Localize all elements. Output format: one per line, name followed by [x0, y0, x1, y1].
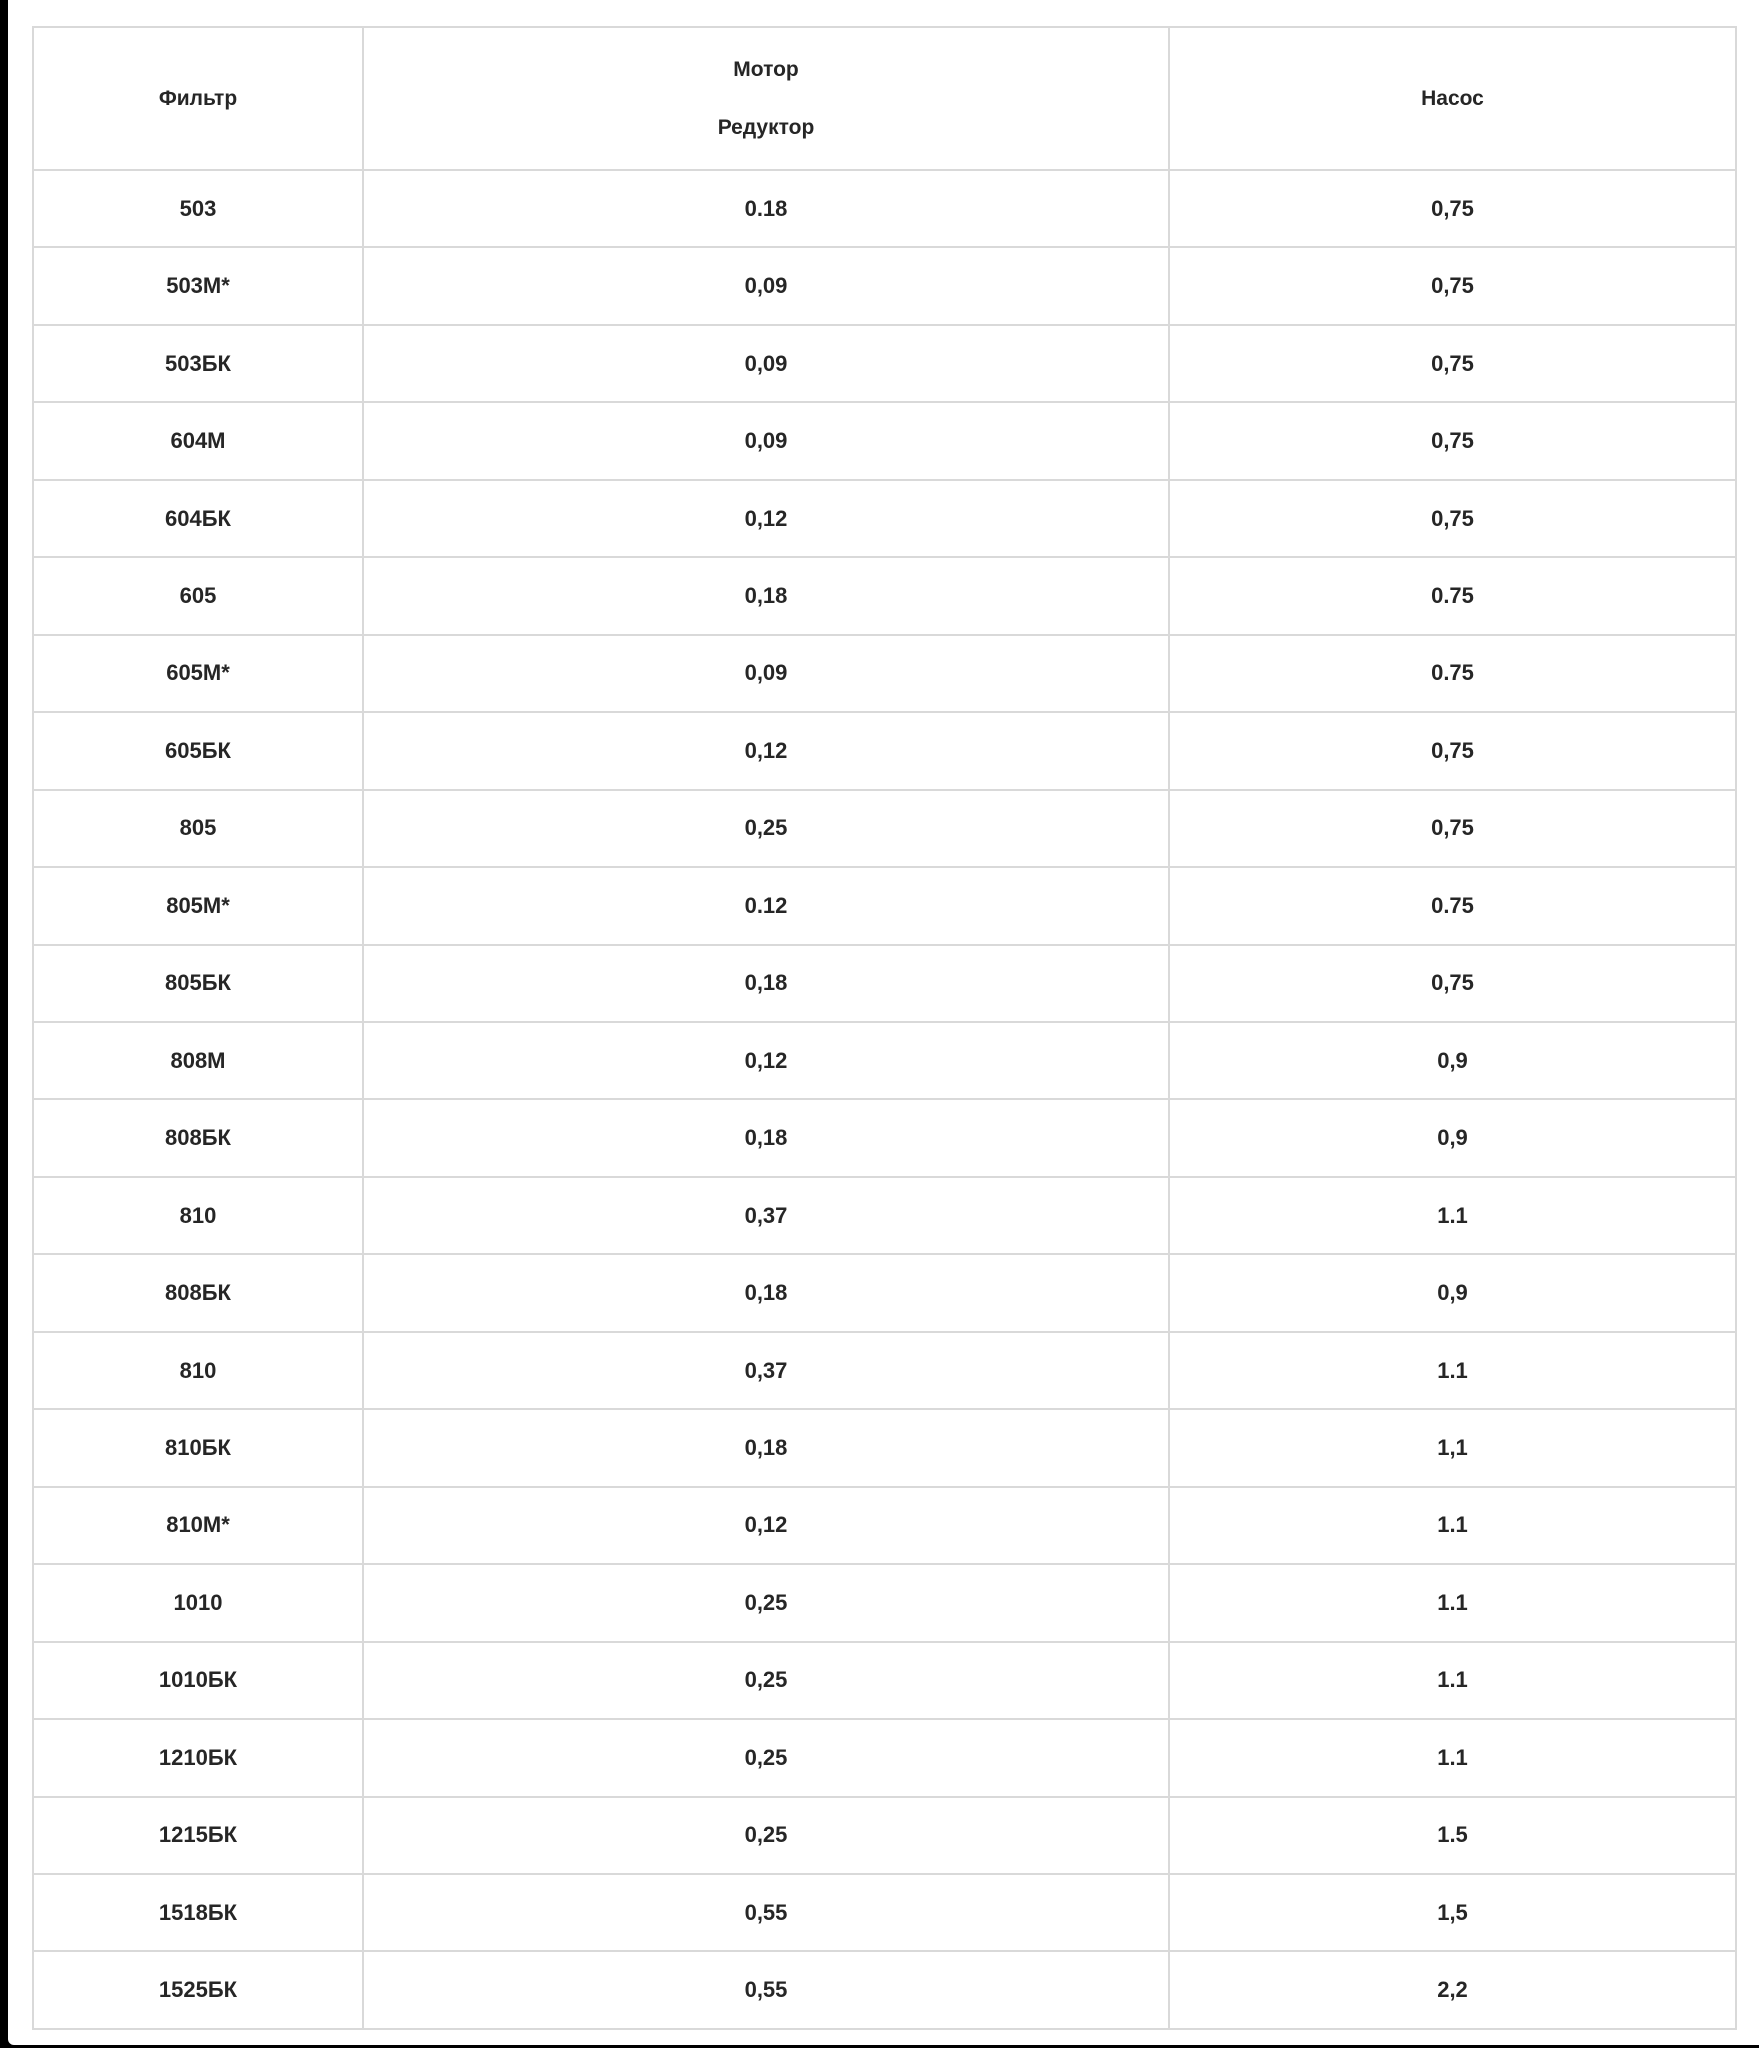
header-pump: Насос	[1169, 27, 1736, 170]
table-row	[33, 1487, 1736, 1564]
cell-pump: 0,75	[1169, 712, 1736, 789]
cell-pump: 1,5	[1169, 1874, 1736, 1951]
cell-filter: 1518БК	[33, 1874, 363, 1951]
table-row	[33, 635, 1736, 712]
cell-motor: 0.12	[363, 867, 1169, 944]
table-body	[33, 170, 1736, 2029]
table-row	[33, 1332, 1736, 1409]
cell-filter: 805М*	[33, 867, 363, 944]
cell-motor: 0,37	[363, 1177, 1169, 1254]
table-row	[33, 1254, 1736, 1331]
table-header-row	[33, 27, 1736, 170]
table-row	[33, 402, 1736, 479]
cell-filter: 604БК	[33, 480, 363, 557]
cell-pump: 0,75	[1169, 945, 1736, 1022]
cell-filter: 1215БК	[33, 1797, 363, 1874]
cell-motor: 0,25	[363, 1642, 1169, 1719]
cell-motor: 0,12	[363, 712, 1169, 789]
cell-motor: 0,18	[363, 1409, 1169, 1486]
table-row	[33, 1951, 1736, 2029]
table-row	[33, 1719, 1736, 1796]
cell-pump: 0,9	[1169, 1099, 1736, 1176]
cell-filter: 808М	[33, 1022, 363, 1099]
cell-filter: 805	[33, 790, 363, 867]
cell-filter: 503М*	[33, 247, 363, 324]
cell-filter: 808БК	[33, 1099, 363, 1176]
table-row	[33, 1022, 1736, 1099]
cell-pump: 0,75	[1169, 480, 1736, 557]
cell-pump: 2,2	[1169, 1951, 1736, 2029]
table-row	[33, 1177, 1736, 1254]
cell-pump: 0.75	[1169, 557, 1736, 634]
cell-filter: 808БК	[33, 1254, 363, 1331]
cell-pump: 0,9	[1169, 1022, 1736, 1099]
cell-filter: 810	[33, 1332, 363, 1409]
cell-motor: 0,55	[363, 1874, 1169, 1951]
cell-pump: 0.75	[1169, 635, 1736, 712]
cell-filter: 1525БК	[33, 1951, 363, 2029]
cell-pump: 0.75	[1169, 867, 1736, 944]
cell-motor: 0,09	[363, 247, 1169, 324]
cell-filter: 605	[33, 557, 363, 634]
cell-filter: 805БК	[33, 945, 363, 1022]
cell-motor: 0,25	[363, 790, 1169, 867]
table-row	[33, 1099, 1736, 1176]
header-motor-line1: Мотор	[733, 57, 799, 81]
table-row	[33, 170, 1736, 247]
cell-filter: 1010	[33, 1564, 363, 1641]
table-row	[33, 1797, 1736, 1874]
cell-filter: 1010БК	[33, 1642, 363, 1719]
cell-motor: 0.18	[363, 170, 1169, 247]
cell-motor: 0,12	[363, 1487, 1169, 1564]
table-row	[33, 867, 1736, 944]
cell-motor: 0,12	[363, 1022, 1169, 1099]
cell-pump: 1.1	[1169, 1487, 1736, 1564]
cell-motor: 0,37	[363, 1332, 1169, 1409]
cell-pump: 1.5	[1169, 1797, 1736, 1874]
cell-pump: 0,75	[1169, 402, 1736, 479]
cell-filter: 604М	[33, 402, 363, 479]
cell-pump: 0,75	[1169, 170, 1736, 247]
cell-filter: 605М*	[33, 635, 363, 712]
cell-pump: 1.1	[1169, 1719, 1736, 1796]
cell-pump: 1.1	[1169, 1564, 1736, 1641]
cell-motor: 0,09	[363, 325, 1169, 402]
cell-filter: 810	[33, 1177, 363, 1254]
table-row	[33, 557, 1736, 634]
cell-pump: 0,9	[1169, 1254, 1736, 1331]
table-row	[33, 712, 1736, 789]
cell-filter: 605БК	[33, 712, 363, 789]
table-row	[33, 325, 1736, 402]
cell-pump: 1.1	[1169, 1332, 1736, 1409]
cell-pump: 0,75	[1169, 325, 1736, 402]
table-row	[33, 1409, 1736, 1486]
cell-pump: 1,1	[1169, 1409, 1736, 1486]
table-row	[33, 1874, 1736, 1951]
cell-pump: 0,75	[1169, 247, 1736, 324]
cell-motor: 0,18	[363, 1099, 1169, 1176]
cell-filter: 1210БК	[33, 1719, 363, 1796]
cell-motor: 0,09	[363, 635, 1169, 712]
table-row	[33, 790, 1736, 867]
cell-motor: 0,25	[363, 1797, 1169, 1874]
table-row	[33, 945, 1736, 1022]
cell-pump: 0,75	[1169, 790, 1736, 867]
table-row	[33, 247, 1736, 324]
document-page	[8, 0, 1759, 2045]
cell-filter: 503БК	[33, 325, 363, 402]
header-motor-line2: Редуктор	[717, 115, 815, 139]
cell-motor: 0,12	[363, 480, 1169, 557]
cell-filter: 810М*	[33, 1487, 363, 1564]
header-motor	[363, 27, 1169, 170]
cell-filter: 503	[33, 170, 363, 247]
cell-motor: 0,25	[363, 1564, 1169, 1641]
table-row	[33, 480, 1736, 557]
table-row	[33, 1564, 1736, 1641]
filter-specs-table	[32, 26, 1737, 2030]
cell-motor: 0,18	[363, 1254, 1169, 1331]
header-filter: Фильтр	[33, 27, 363, 170]
cell-pump: 1.1	[1169, 1642, 1736, 1719]
table-row	[33, 1642, 1736, 1719]
cell-motor: 0,09	[363, 402, 1169, 479]
cell-filter: 810БК	[33, 1409, 363, 1486]
cell-pump: 1.1	[1169, 1177, 1736, 1254]
cell-motor: 0,18	[363, 945, 1169, 1022]
cell-motor: 0,18	[363, 557, 1169, 634]
cell-motor: 0,25	[363, 1719, 1169, 1796]
cell-motor: 0,55	[363, 1951, 1169, 2029]
